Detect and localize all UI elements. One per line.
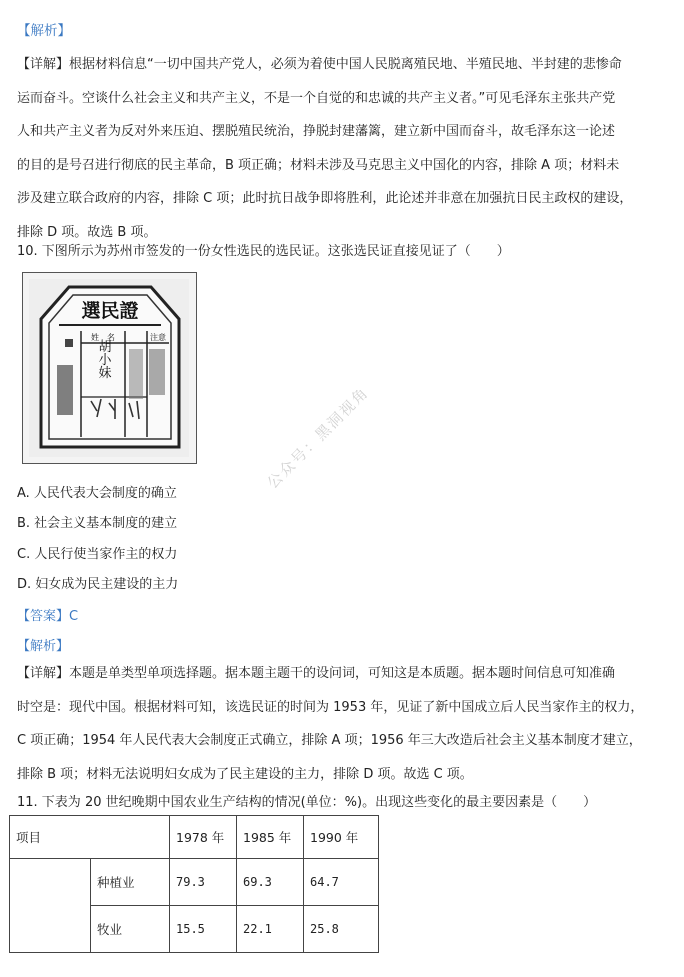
text-line: 【详解】本题是单类型单项选择题。据本题主题干的设问词，可知这是本质题。据本题时间信息可知准确 bbox=[17, 666, 616, 681]
option-c: C. 人民行使当家作主的权力 bbox=[17, 547, 178, 562]
header-cell-item: 项目 bbox=[10, 816, 170, 859]
table-cell: 25.8 bbox=[304, 906, 379, 953]
table-cell: 64.7 bbox=[304, 859, 379, 906]
analysis-tag-q10: 【解析】 bbox=[17, 639, 70, 654]
question-11-stem: 11. 下表为 20 世纪晚期中国农业生产结构的情况(单位：%)。出现这些变化的最主要因素是（ ） bbox=[17, 795, 597, 810]
text-line: 时空是：现代中国。根据材料可知，该选民证的时间为 1953 年，见证了新中国成立后人民当家作主的权力， bbox=[17, 699, 644, 715]
row-label: 种植业 bbox=[91, 859, 170, 906]
text-line: C 项正确；1954 年人民代表大会制度正式确立，排除 A 项；1956 年三大改造后社会主义基本制度才建立， bbox=[17, 733, 642, 748]
text-line: 排除 D 项。故选 B 项。 bbox=[17, 224, 157, 240]
option-b: B. 社会主义基本制度的建立 bbox=[17, 516, 178, 531]
row-label: 牧业 bbox=[91, 906, 170, 953]
option-a: A. 人民代表大会制度的确立 bbox=[17, 486, 177, 501]
table-cell: 22.1 bbox=[237, 906, 304, 953]
option-d: D. 妇女成为民主建设的主力 bbox=[17, 577, 179, 592]
certificate-name-value: 胡小妹 bbox=[95, 339, 111, 379]
analysis-text bbox=[17, 48, 669, 249]
text-line: 排除 B 项；材料无法说明妇女成为了民主建设的主力，排除 D 项。故选 C 项。 bbox=[17, 766, 473, 782]
text-line: 【详解】根据材料信息“一切中国共产党人，必须为着使中国人民脱离殖民地、半殖民地、半封建的悲惨命 bbox=[17, 57, 622, 72]
voter-certificate-image bbox=[22, 272, 197, 464]
text-line: 运而奋斗。空谈什么社会主义和共产主义，不是一个自觉的和忠诚的共产主义者。”可见毛泽东主张共产党 bbox=[17, 90, 616, 106]
watermark-text: 公众号：黑洞视角 bbox=[263, 383, 373, 493]
table-row bbox=[10, 859, 379, 906]
table-header-row bbox=[10, 816, 379, 859]
analysis-tag: 【解析】 bbox=[17, 23, 71, 39]
table-cell: 15.5 bbox=[170, 906, 237, 953]
answer-label: 【答案】C bbox=[17, 609, 79, 624]
header-cell-1978: 1978 年 bbox=[170, 816, 237, 859]
certificate-note-header: 注意 bbox=[150, 333, 166, 342]
agriculture-structure-table bbox=[9, 815, 379, 953]
text-line: 人和共产主义者为反对外来压迫、摆脱殖民统治，挣脱封建藩篱，建立新中国而奋斗，故毛泽东这一论述 bbox=[17, 124, 616, 139]
text-line: 的目的是号召进行彻底的民主革命，B 项正确；材料未涉及马克思主义中国化的内容，排除 A 项；材料未 bbox=[17, 157, 620, 173]
voter-certificate-drawing bbox=[29, 279, 189, 457]
table-cell: 79.3 bbox=[170, 859, 237, 906]
certificate-title: 選民證 bbox=[81, 300, 139, 322]
merged-blank-cell bbox=[10, 859, 91, 953]
certificate-name-header: 姓 名 bbox=[91, 333, 115, 342]
header-cell-1990: 1990 年 bbox=[304, 816, 379, 859]
analysis-block-q9 bbox=[17, 20, 669, 249]
question-10-stem: 10. 下图所示为苏州市签发的一份女性选民的选民证。这张选民证直接见证了（ ） bbox=[17, 244, 510, 259]
analysis-text-q10 bbox=[17, 657, 669, 791]
text-line: 涉及建立联合政府的内容，排除 C 项；此时抗日战争即将胜利，此论述并非意在加强抗日民主政权的建设， bbox=[17, 191, 633, 206]
header-cell-1985: 1985 年 bbox=[237, 816, 304, 859]
table-cell: 69.3 bbox=[237, 859, 304, 906]
